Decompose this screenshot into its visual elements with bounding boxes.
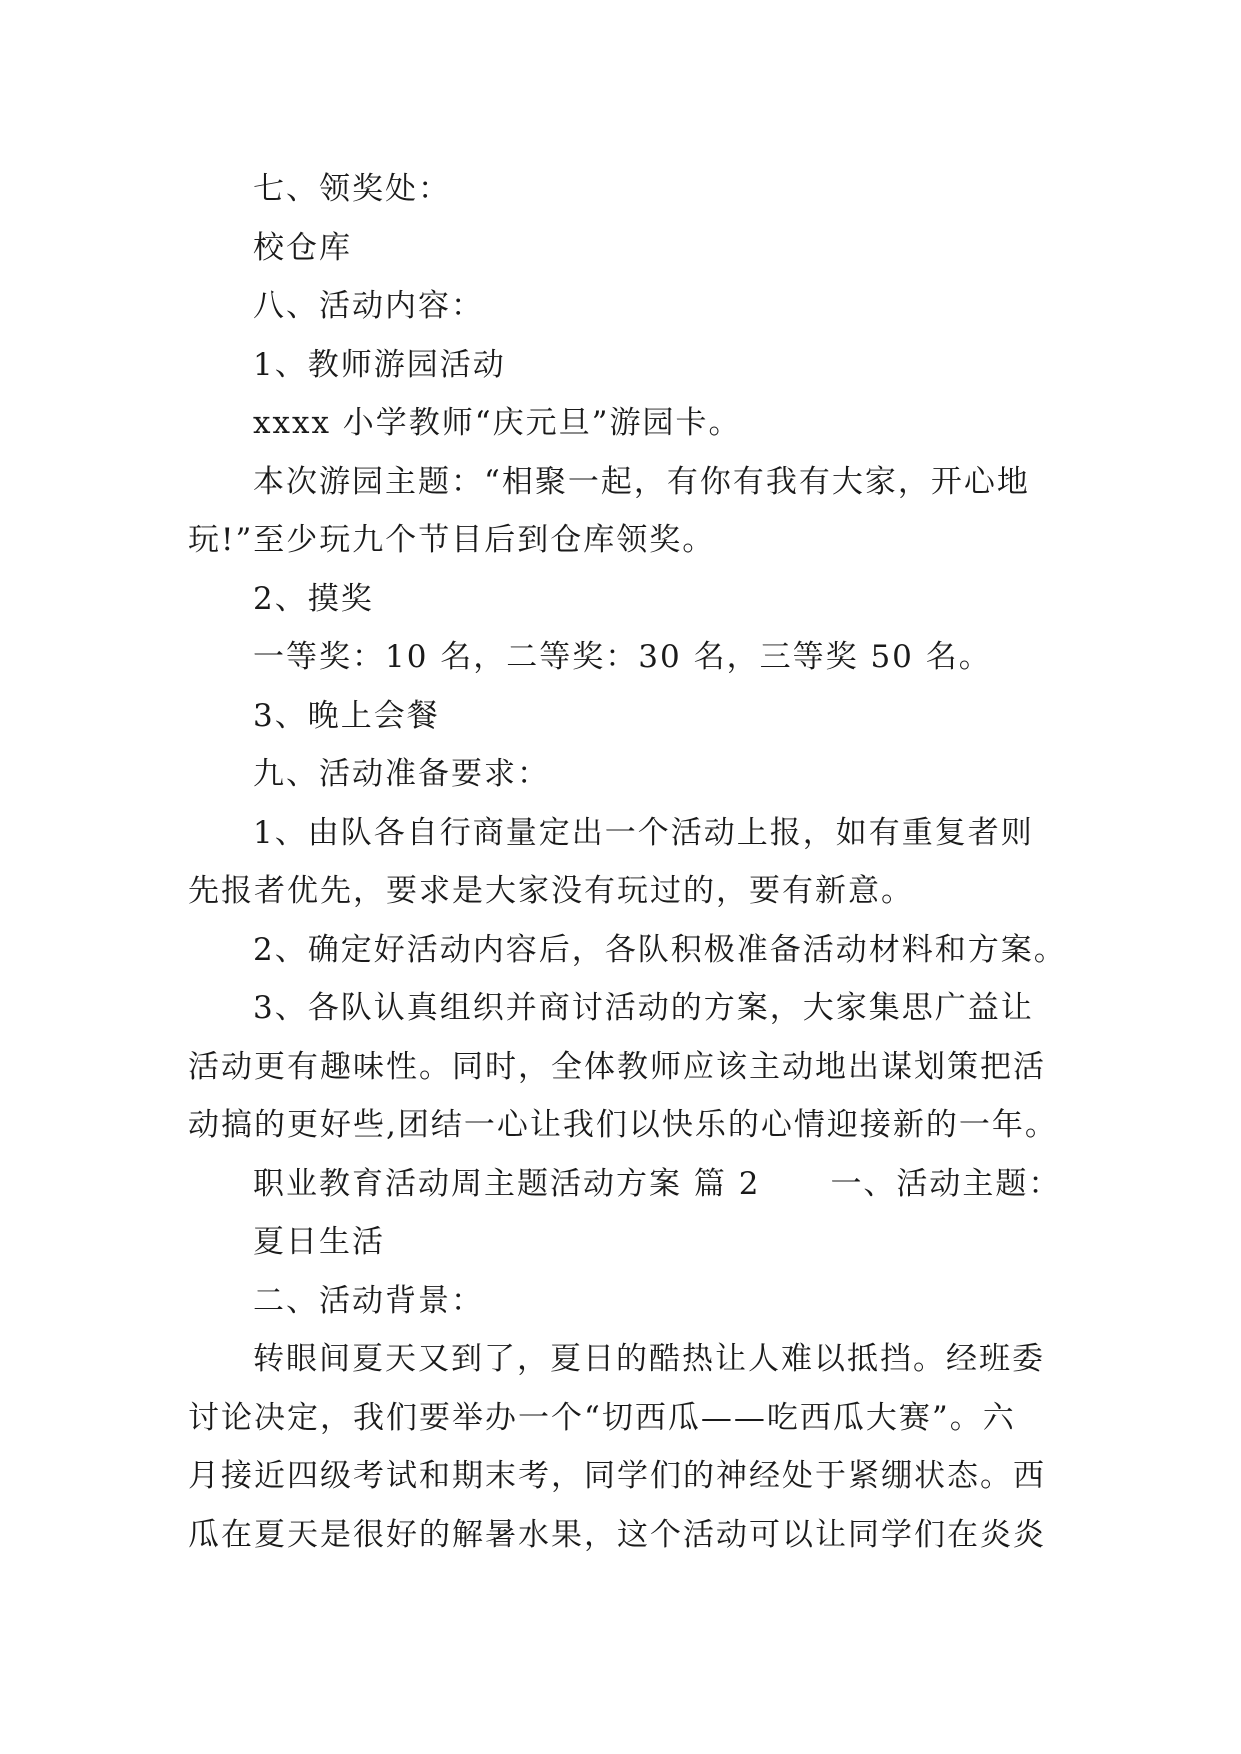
article-2-background-line-1: 转眼间夏天又到了，夏日的酷热让人难以抵挡。经班委 xyxy=(253,1341,1045,1377)
section-heading-preparation: 九、活动准备要求： xyxy=(253,756,550,792)
subheading-lottery: 2、摸奖 xyxy=(253,580,374,617)
article-2-theme-heading: 一、活动主题： xyxy=(830,1165,1062,1202)
prep-item-2: 2、确定好活动内容后，各队积极准备活动材料和方案。 xyxy=(253,931,1067,968)
theme-paragraph-line-1: 本次游园主题：“相聚一起，有你有我有大家，开心地 xyxy=(253,463,1030,500)
article-2-background-heading: 二、活动背景： xyxy=(253,1282,484,1319)
theme-paragraph-line-2: 玩!”至少玩九个节目后到仓库领奖。 xyxy=(188,522,716,558)
article-2-title-row xyxy=(188,1155,1068,1214)
award-location: 校仓库 xyxy=(253,229,352,266)
article-2-background-line-4: 瓜在夏天是很好的解暑水果，这个活动可以让同学们在炎炎 xyxy=(188,1516,1046,1553)
prep-item-3-line-1: 3、各队认真组织并商讨活动的方案，大家集思广益让 xyxy=(253,990,1034,1026)
prize-detail: 一等奖：10 名，二等奖：30 名，三等奖 50 名。 xyxy=(253,639,992,675)
article-2-background-line-3: 月接近四级考试和期末考，同学们的神经处于紧绷状态。西 xyxy=(188,1458,1046,1494)
article-2-theme: 夏日生活 xyxy=(253,1224,385,1260)
section-heading-activity-content: 八、活动内容： xyxy=(253,288,484,324)
prep-item-1-line-2: 先报者优先，要求是大家没有玩过的，要有新意。 xyxy=(188,873,914,909)
garden-card-title: xxxx 小学教师“庆元旦”游园卡。 xyxy=(253,405,742,441)
article-2-title: 职业教育活动周主题活动方案 篇 2 xyxy=(253,1165,761,1202)
article-2-background-line-2: 讨论决定，我们要举办一个“切西瓜——吃西瓜大赛”。六 xyxy=(188,1399,1016,1436)
prep-item-1-line-1: 1、由队各自行商量定出一个活动上报，如有重复者则 xyxy=(253,814,1034,851)
section-heading-award-location: 七、领奖处： xyxy=(253,171,451,207)
document-body xyxy=(188,160,1068,1564)
prep-item-3-line-3: 动搞的更好些,团结一心让我们以快乐的心情迎接新的一年。 xyxy=(188,1107,1058,1143)
subheading-teacher-garden-party: 1、教师游园活动 xyxy=(253,346,506,383)
subheading-dinner: 3、晚上会餐 xyxy=(253,697,440,734)
prep-item-3-line-2: 活动更有趣味性。同时，全体教师应该主动地出谋划策把活 xyxy=(188,1048,1046,1085)
